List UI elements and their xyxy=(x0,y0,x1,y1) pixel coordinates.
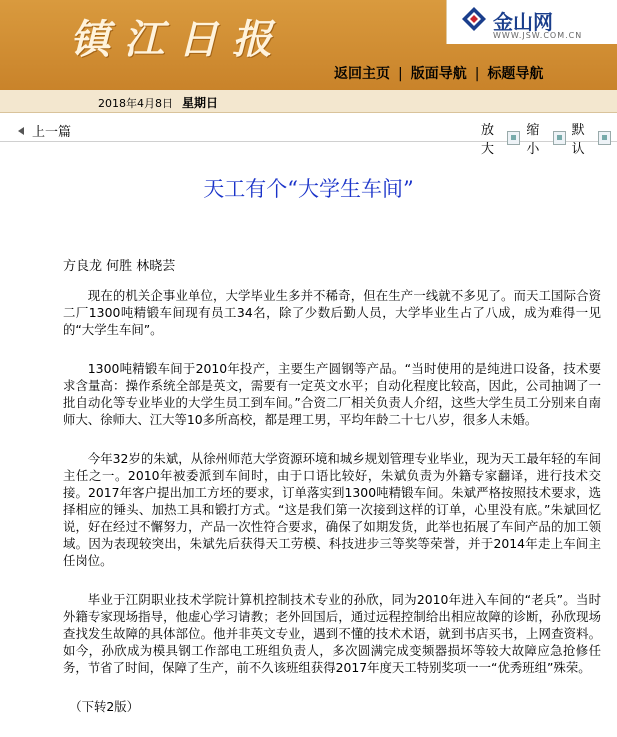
header-banner xyxy=(0,0,617,90)
zoom-default-button[interactable] xyxy=(572,119,611,157)
previous-article-label: 上一篇 xyxy=(32,125,72,140)
article-authors: 方良龙 何胜 林晓芸 xyxy=(63,259,176,274)
zoom-default-icon xyxy=(598,131,611,145)
zoom-controls xyxy=(481,119,617,157)
nav-title-navigation-link[interactable]: 标题导航 xyxy=(487,66,544,82)
zoom-default-label: 默认 xyxy=(571,123,585,157)
article-paragraph: 现在的机关企事业单位，大学毕业生多并不稀奇，但在生产一线就不多见了。而天工国际合资二厂1300吨精锻车间现有员工34名，除了少数后勤人员，大学毕业生占了八成，成为难得一见的“大学生车间”。 xyxy=(63,288,601,337)
newspaper-masthead: 镇江日报 xyxy=(70,16,286,63)
issue-weekday: 星期日 xyxy=(182,96,219,110)
jinshan-logo-icon xyxy=(461,6,487,32)
zoom-out-label: 缩小 xyxy=(526,123,540,157)
logo-text: 金山网 xyxy=(493,10,553,34)
issue-date: 2018年4月8日 xyxy=(98,97,173,110)
zoom-in-label: 放大 xyxy=(481,123,495,157)
article-toolbar xyxy=(0,113,617,157)
article-paragraph: 1300吨精锻车间于2010年投产，主要生产圆钢等产品。“当时使用的是纯进口设备，技术要求含量高：操作系统全部是英文，需要有一定英文水平；自动化程度比较高，因此，公司抽调了一批自动化等专业毕业的大学生员工到车间。”合资二厂相关负责人介绍，这些大学生员工分别来自南师大、徐师大、江大等10多所高校，都是理工男，平均年龄二十七八岁，很多人未婚。 xyxy=(63,361,601,427)
nav-home-link[interactable]: 返回主页 xyxy=(334,66,390,82)
article-title: 天工有个“大学生车间” xyxy=(203,177,414,201)
zoom-in-button[interactable] xyxy=(481,119,520,157)
nav-page-navigation-link[interactable]: 版面导航 xyxy=(410,66,467,82)
nav-separator: | xyxy=(474,66,480,82)
article-body xyxy=(63,287,601,737)
left-arrow-icon xyxy=(18,127,24,135)
zoom-in-icon xyxy=(507,131,520,145)
article-paragraph: 今年32岁的朱斌，从徐州师范大学资源环境和城乡规划管理专业毕业，现为天工最年轻的车间主任之一。2010年被委派到车间时，由于口语比较好，朱斌负责为外籍专家翻译，进行技术交接。2017年客户提出加工方坯的要求，订单落实到1300吨精锻车间。朱斌严格按照技术要求，选择相应的锤头、加热工具和锻打方式。“这是我们第一次接到这样的订单，心里没有底。”朱斌回忆说，好在经过不懈努力，产品一次性符合要求，确保了如期发货，此举也拓展了车间产品的加工领域。因为表现较突出，朱斌先后获得天工劳模、科技进步三等奖等荣誉，并于2014年走上车间主任岗位。 xyxy=(63,451,601,568)
nav-separator: | xyxy=(398,66,403,82)
top-navigation xyxy=(334,63,543,83)
date-bar xyxy=(0,90,617,113)
zoom-out-icon xyxy=(553,131,566,145)
article-paragraph: 毕业于江阴职业技术学院计算机控制技术专业的孙欣，同为2010年进入车间的“老兵”。当时外籍专家现场指导，他虚心学习请教；老外回国后，通过远程控制给出相应故障的诊断，孙欣现场查找发生故障的具体部位。他并非英文专业，遇到不懂的技术术语，就到书店买书，上网查资料。如今，孙欣成为模具钢工作部电工班组负责人，多次圆满完成变频器损坏等较大故障应急抢修任务，节省了时间，保障了生产，前不久该班组获得2017年度天工特别奖项一一“优秀班组”殊荣。 xyxy=(63,592,601,675)
continued-note: （下转2版） xyxy=(69,699,140,714)
logo-url: WWW.JSW.COM.CN xyxy=(493,31,583,40)
previous-article-link[interactable] xyxy=(18,121,71,140)
zoom-out-button[interactable] xyxy=(526,119,565,157)
site-logo[interactable] xyxy=(446,0,617,44)
